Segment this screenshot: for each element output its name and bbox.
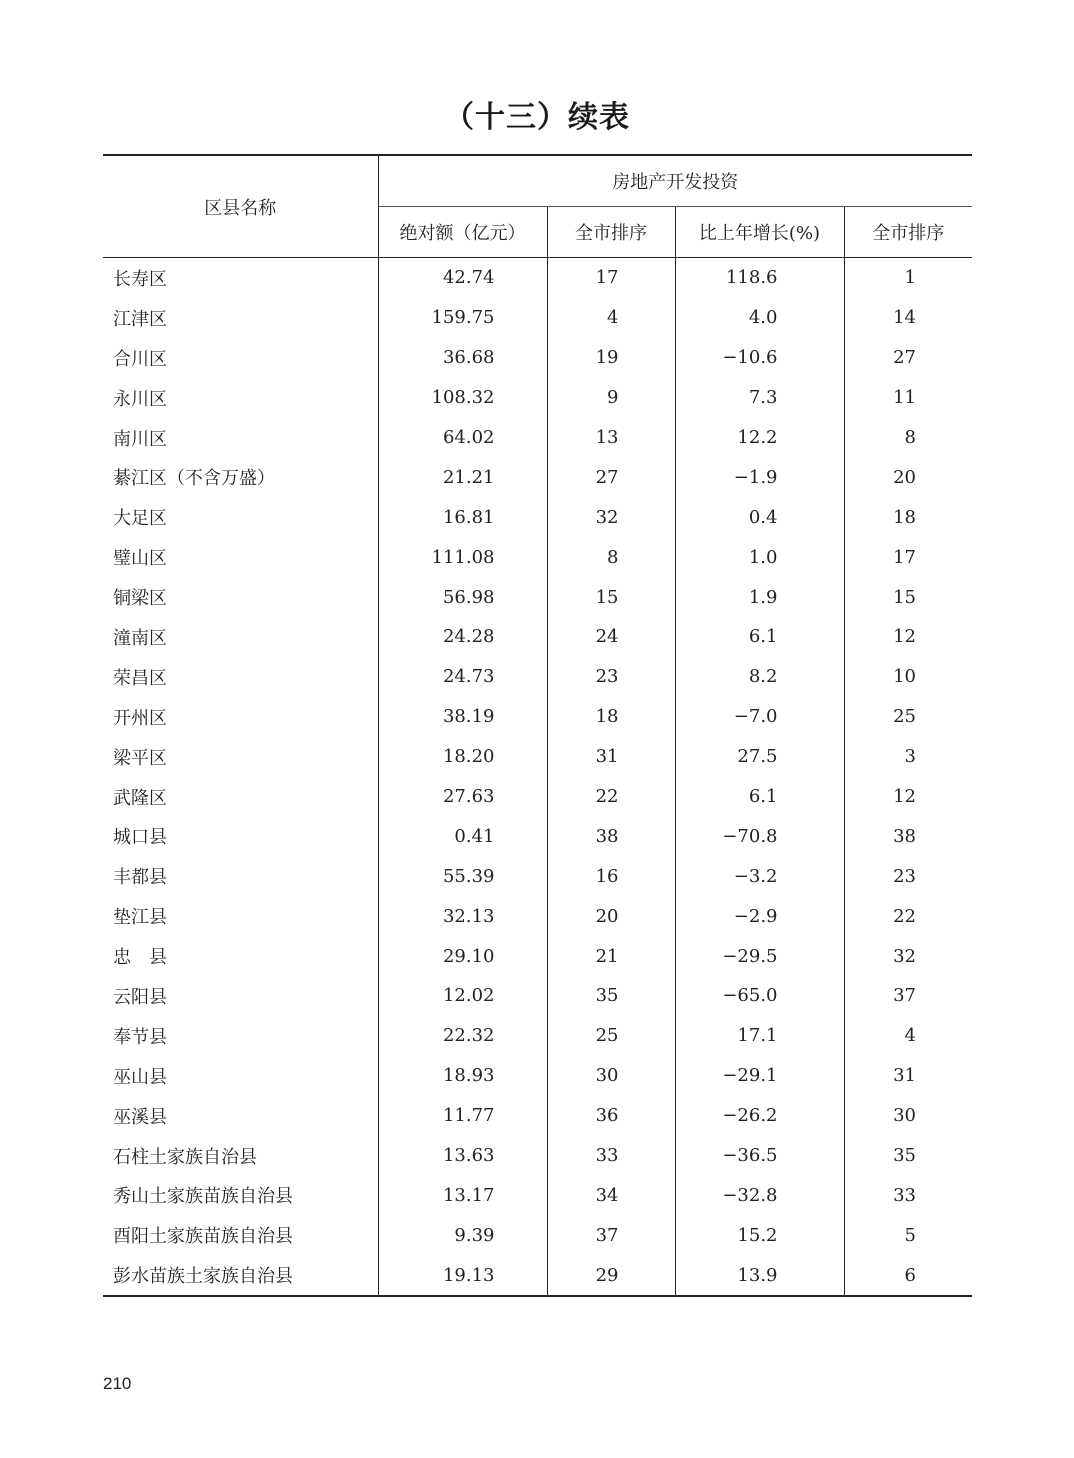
table-row <box>103 737 972 777</box>
cell-growth: −2.9 <box>675 896 844 936</box>
table-row <box>103 657 972 697</box>
cell-growth-rank: 6 <box>844 1255 972 1296</box>
table-row <box>103 418 972 458</box>
cell-amount: 18.20 <box>378 737 547 777</box>
cell-district-name: 荣昌区 <box>113 667 167 689</box>
header-growth-rank: 全市排序 <box>844 207 972 258</box>
cell-growth-rank: 38 <box>844 816 972 856</box>
cell-growth: 6.1 <box>675 777 844 817</box>
cell-growth: −29.5 <box>675 936 844 976</box>
cell-growth: −3.2 <box>675 856 844 896</box>
cell-growth: −65.0 <box>675 976 844 1016</box>
cell-district-name: 江津区 <box>113 308 167 330</box>
cell-district-name: 石柱土家族自治县 <box>113 1146 257 1168</box>
cell-district-name: 武隆区 <box>113 787 167 809</box>
cell-amount: 11.77 <box>378 1096 547 1136</box>
cell-district-name: 酉阳土家族苗族自治县 <box>113 1226 293 1248</box>
table-row <box>103 497 972 537</box>
cell-growth: −70.8 <box>675 816 844 856</box>
table-row <box>103 298 972 338</box>
cell-amount: 13.63 <box>378 1136 547 1176</box>
cell-amount-rank: 36 <box>547 1096 675 1136</box>
cell-growth: 7.3 <box>675 378 844 418</box>
table-body <box>103 258 972 1297</box>
cell-amount-rank: 35 <box>547 976 675 1016</box>
cell-growth-rank: 37 <box>844 976 972 1016</box>
cell-growth-rank: 11 <box>844 378 972 418</box>
header-amount-rank: 全市排序 <box>547 207 675 258</box>
cell-growth-rank: 23 <box>844 856 972 896</box>
cell-growth-rank: 8 <box>844 418 972 458</box>
cell-amount-rank: 24 <box>547 617 675 657</box>
table-row <box>103 777 972 817</box>
cell-growth-rank: 1 <box>844 258 972 298</box>
cell-district-name: 奉节县 <box>113 1026 167 1048</box>
cell-district-name: 长寿区 <box>113 268 167 290</box>
cell-growth: −7.0 <box>675 697 844 737</box>
cell-growth: 15.2 <box>675 1215 844 1255</box>
cell-amount-rank: 37 <box>547 1215 675 1255</box>
cell-amount: 12.02 <box>378 976 547 1016</box>
cell-district-name: 巫山县 <box>113 1066 167 1088</box>
cell-growth: 27.5 <box>675 737 844 777</box>
cell-amount: 42.74 <box>378 258 547 298</box>
table-row <box>103 1056 972 1096</box>
cell-district-name: 合川区 <box>113 348 167 370</box>
statistics-table <box>103 154 972 1297</box>
cell-amount-rank: 19 <box>547 338 675 378</box>
table-header <box>103 155 972 258</box>
cell-growth-rank: 3 <box>844 737 972 777</box>
table-row <box>103 577 972 617</box>
cell-amount-rank: 9 <box>547 378 675 418</box>
cell-district-name: 垫江县 <box>113 907 167 929</box>
cell-district-name: 梁平区 <box>113 747 167 769</box>
cell-amount: 27.63 <box>378 777 547 817</box>
table-row <box>103 856 972 896</box>
cell-amount: 9.39 <box>378 1215 547 1255</box>
cell-growth: 17.1 <box>675 1016 844 1056</box>
cell-amount: 0.41 <box>378 816 547 856</box>
header-district-name: 区县名称 <box>103 155 378 258</box>
page-number: 210 <box>103 1374 132 1393</box>
page-title: （十三）续表 <box>444 100 630 135</box>
cell-amount: 111.08 <box>378 537 547 577</box>
cell-amount-rank: 13 <box>547 418 675 458</box>
cell-district-name: 云阳县 <box>113 986 167 1008</box>
table-row <box>103 457 972 497</box>
cell-amount: 24.28 <box>378 617 547 657</box>
cell-growth: 4.0 <box>675 298 844 338</box>
cell-amount-rank: 17 <box>547 258 675 298</box>
table-row <box>103 1255 972 1296</box>
cell-amount: 108.32 <box>378 378 547 418</box>
cell-amount: 56.98 <box>378 577 547 617</box>
cell-district-name: 巫溪县 <box>113 1106 167 1128</box>
table-row <box>103 976 972 1016</box>
header-amount: 绝对额（亿元） <box>378 207 547 258</box>
table-row <box>103 1016 972 1056</box>
cell-growth: −26.2 <box>675 1096 844 1136</box>
cell-amount: 38.19 <box>378 697 547 737</box>
table-row <box>103 1215 972 1255</box>
cell-amount-rank: 8 <box>547 537 675 577</box>
cell-amount: 19.13 <box>378 1255 547 1296</box>
cell-amount-rank: 31 <box>547 737 675 777</box>
table-row <box>103 1096 972 1136</box>
cell-growth-rank: 25 <box>844 697 972 737</box>
cell-amount: 36.68 <box>378 338 547 378</box>
cell-district-name: 彭水苗族土家族自治县 <box>103 1255 378 1296</box>
table-row <box>103 816 972 856</box>
cell-amount-rank: 29 <box>547 1255 675 1296</box>
cell-amount: 159.75 <box>378 298 547 338</box>
cell-amount: 64.02 <box>378 418 547 458</box>
cell-district-name: 永川区 <box>113 388 167 410</box>
cell-growth: 1.9 <box>675 577 844 617</box>
cell-district-name: 丰都县 <box>113 867 167 889</box>
cell-district-name: 开州区 <box>113 707 167 729</box>
cell-growth-rank: 17 <box>844 537 972 577</box>
cell-district-name: 綦江区（不含万盛） <box>113 468 275 490</box>
cell-growth: 13.9 <box>675 1255 844 1296</box>
cell-growth: 118.6 <box>675 258 844 298</box>
cell-growth-rank: 4 <box>844 1016 972 1056</box>
cell-amount-rank: 34 <box>547 1175 675 1215</box>
cell-growth-rank: 22 <box>844 896 972 936</box>
cell-growth: 0.4 <box>675 497 844 537</box>
cell-amount: 22.32 <box>378 1016 547 1056</box>
cell-growth: −29.1 <box>675 1056 844 1096</box>
cell-growth-rank: 31 <box>844 1056 972 1096</box>
cell-growth-rank: 35 <box>844 1136 972 1176</box>
cell-growth-rank: 20 <box>844 457 972 497</box>
cell-growth: −10.6 <box>675 338 844 378</box>
cell-growth: 8.2 <box>675 657 844 697</box>
cell-growth-rank: 30 <box>844 1096 972 1136</box>
cell-growth: −1.9 <box>675 457 844 497</box>
cell-amount-rank: 15 <box>547 577 675 617</box>
cell-growth-rank: 33 <box>844 1175 972 1215</box>
table-row <box>103 936 972 976</box>
cell-district-name: 铜梁区 <box>113 588 167 610</box>
cell-district-name: 潼南区 <box>113 627 167 649</box>
cell-amount-rank: 23 <box>547 657 675 697</box>
cell-amount: 55.39 <box>378 856 547 896</box>
table-row <box>103 258 972 298</box>
cell-district-name: 大足区 <box>113 508 167 530</box>
cell-growth: −36.5 <box>675 1136 844 1176</box>
cell-amount: 32.13 <box>378 896 547 936</box>
header-group-real-estate-investment: 房地产开发投资 <box>378 155 972 207</box>
cell-growth-rank: 10 <box>844 657 972 697</box>
cell-amount: 24.73 <box>378 657 547 697</box>
table-row <box>103 1175 972 1215</box>
table-row <box>103 896 972 936</box>
cell-growth-rank: 12 <box>844 617 972 657</box>
cell-amount: 29.10 <box>378 936 547 976</box>
cell-growth-rank: 27 <box>844 338 972 378</box>
cell-amount-rank: 25 <box>547 1016 675 1056</box>
cell-district-name: 城口县 <box>113 827 167 849</box>
cell-growth-rank: 18 <box>844 497 972 537</box>
cell-district-name: 忠 县 <box>113 947 167 969</box>
cell-growth-rank: 5 <box>844 1215 972 1255</box>
table-row <box>103 617 972 657</box>
cell-growth-rank: 12 <box>844 777 972 817</box>
table-row <box>103 378 972 418</box>
cell-amount-rank: 4 <box>547 298 675 338</box>
cell-growth-rank: 32 <box>844 936 972 976</box>
cell-amount-rank: 16 <box>547 856 675 896</box>
table-row <box>103 697 972 737</box>
cell-amount-rank: 33 <box>547 1136 675 1176</box>
cell-district-name: 璧山区 <box>113 548 167 570</box>
cell-amount-rank: 38 <box>547 816 675 856</box>
cell-growth-rank: 15 <box>844 577 972 617</box>
cell-amount-rank: 22 <box>547 777 675 817</box>
cell-amount-rank: 20 <box>547 896 675 936</box>
cell-amount-rank: 18 <box>547 697 675 737</box>
cell-growth: 1.0 <box>675 537 844 577</box>
table-row <box>103 338 972 378</box>
cell-amount-rank: 32 <box>547 497 675 537</box>
cell-district-name: 南川区 <box>113 428 167 450</box>
cell-amount: 18.93 <box>378 1056 547 1096</box>
header-growth: 比上年增长(%) <box>675 207 844 258</box>
cell-amount-rank: 21 <box>547 936 675 976</box>
cell-amount: 21.21 <box>378 457 547 497</box>
cell-amount: 13.17 <box>378 1175 547 1215</box>
table-row <box>103 537 972 577</box>
table-row <box>103 1136 972 1176</box>
cell-growth: 6.1 <box>675 617 844 657</box>
cell-amount: 16.81 <box>378 497 547 537</box>
cell-amount-rank: 27 <box>547 457 675 497</box>
cell-growth: −32.8 <box>675 1175 844 1215</box>
cell-amount-rank: 30 <box>547 1056 675 1096</box>
cell-growth-rank: 14 <box>844 298 972 338</box>
cell-growth: 12.2 <box>675 418 844 458</box>
cell-district-name: 秀山土家族苗族自治县 <box>113 1186 293 1208</box>
